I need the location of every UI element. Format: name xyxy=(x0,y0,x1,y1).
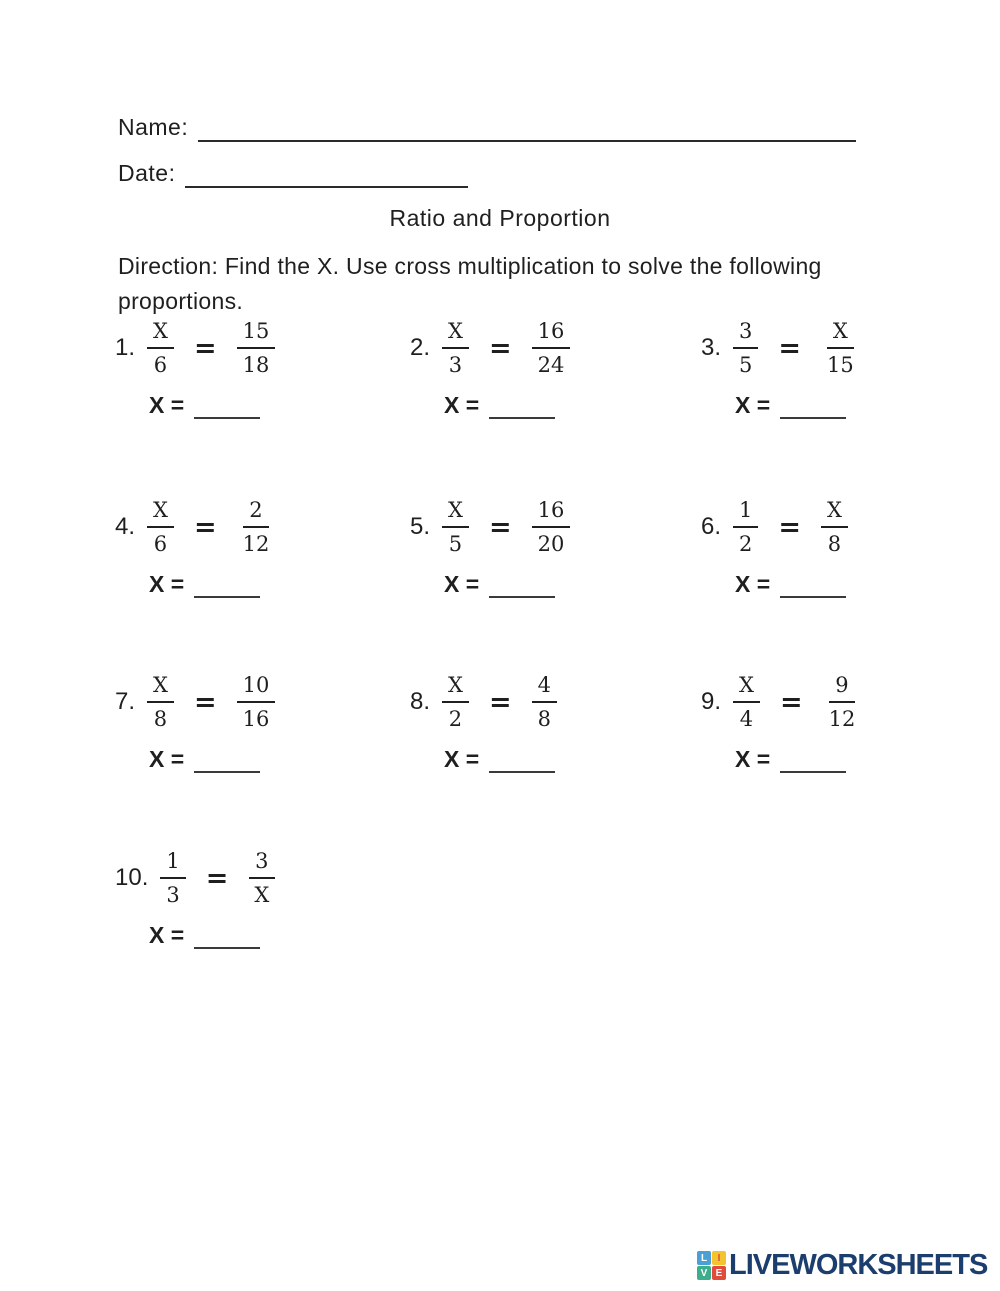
equals-sign: = xyxy=(193,686,217,718)
denominator: 8 xyxy=(537,707,551,732)
numerator: 15 xyxy=(237,318,276,349)
answer-blank[interactable] xyxy=(194,931,260,949)
problem-number: 8. xyxy=(410,688,431,716)
right-fraction xyxy=(823,672,862,733)
right-fraction xyxy=(237,497,276,558)
left-fraction xyxy=(147,318,174,379)
right-fraction xyxy=(532,497,571,558)
left-fraction xyxy=(442,672,469,733)
answer-blank[interactable] xyxy=(194,755,260,773)
answer-label: X = xyxy=(735,570,771,597)
numerator: X xyxy=(147,318,174,349)
answer-row xyxy=(735,746,861,773)
numerator: 3 xyxy=(249,848,274,879)
equation xyxy=(701,672,861,733)
numerator: X xyxy=(442,672,469,703)
problem-number: 9. xyxy=(701,688,722,716)
left-fraction xyxy=(442,497,469,558)
right-fraction xyxy=(821,497,848,558)
equals-sign: = xyxy=(488,511,512,543)
numerator: X xyxy=(147,672,174,703)
equation xyxy=(410,672,557,733)
right-fraction xyxy=(821,318,860,379)
problem-2 xyxy=(410,318,570,419)
numerator: X xyxy=(821,497,848,528)
problem-number: 3. xyxy=(701,334,722,362)
answer-label: X = xyxy=(444,391,480,418)
problem-number: 2. xyxy=(410,334,431,362)
numerator: 3 xyxy=(733,318,758,349)
problem-3 xyxy=(701,318,860,419)
numerator: 16 xyxy=(532,318,571,349)
date-blank-line[interactable] xyxy=(185,164,468,188)
problem-number: 4. xyxy=(115,513,136,541)
problem-7 xyxy=(115,672,275,773)
equation xyxy=(115,318,275,379)
equation xyxy=(115,848,275,909)
answer-row xyxy=(149,922,275,949)
denominator: 12 xyxy=(828,707,856,732)
answer-row xyxy=(735,571,848,598)
numerator: X xyxy=(827,318,854,349)
left-fraction xyxy=(442,318,469,379)
problem-number: 10. xyxy=(115,864,149,892)
denominator: 8 xyxy=(153,707,168,732)
liveworksheets-logo-icon xyxy=(697,1251,726,1280)
answer-blank[interactable] xyxy=(194,401,260,419)
equation xyxy=(410,318,570,379)
name-blank-line[interactable] xyxy=(198,118,856,142)
denominator: 12 xyxy=(242,532,270,557)
denominator: 5 xyxy=(739,353,753,378)
left-fraction xyxy=(733,497,758,558)
problem-1 xyxy=(115,318,275,419)
denominator: 18 xyxy=(242,353,270,378)
left-fraction xyxy=(733,672,760,733)
date-label: Date: xyxy=(118,160,176,186)
equation xyxy=(115,497,275,558)
liveworksheets-wordmark: LIVEWORKSHEETS xyxy=(729,1249,988,1281)
answer-label: X = xyxy=(149,570,185,597)
numerator: 1 xyxy=(160,848,185,879)
problem-number: 6. xyxy=(701,513,722,541)
equation xyxy=(115,672,275,733)
right-fraction xyxy=(532,318,571,379)
equals-sign: = xyxy=(193,332,217,364)
problem-9 xyxy=(701,672,861,773)
liveworksheets-logo xyxy=(697,1251,987,1280)
left-fraction xyxy=(147,497,174,558)
equals-sign: = xyxy=(205,862,229,894)
equals-sign: = xyxy=(488,332,512,364)
numerator: 2 xyxy=(243,497,268,528)
answer-row xyxy=(735,392,860,419)
logo-tile-v: V xyxy=(697,1266,711,1280)
numerator: 4 xyxy=(532,672,557,703)
answer-row xyxy=(444,392,570,419)
numerator: X xyxy=(442,318,469,349)
denominator: 6 xyxy=(153,532,168,557)
numerator: 16 xyxy=(532,497,571,528)
answer-blank[interactable] xyxy=(780,401,846,419)
numerator: 1 xyxy=(733,497,758,528)
problem-6 xyxy=(701,497,848,598)
answer-row xyxy=(444,571,570,598)
denominator: 3 xyxy=(448,353,463,378)
left-fraction xyxy=(733,318,758,379)
answer-label: X = xyxy=(444,570,480,597)
denominator: 20 xyxy=(537,532,565,557)
numerator: 10 xyxy=(237,672,276,703)
denominator: 24 xyxy=(537,353,565,378)
name-label: Name: xyxy=(118,114,189,140)
denominator: 5 xyxy=(448,532,463,557)
right-fraction xyxy=(532,672,557,733)
answer-row xyxy=(149,746,275,773)
denominator: 16 xyxy=(242,707,270,732)
problem-8 xyxy=(410,672,557,773)
answer-blank[interactable] xyxy=(780,580,846,598)
answer-label: X = xyxy=(149,921,185,948)
numerator: 9 xyxy=(829,672,854,703)
problem-4 xyxy=(115,497,275,598)
problem-number: 5. xyxy=(410,513,431,541)
logo-tile-i: I xyxy=(712,1251,726,1265)
denominator: 3 xyxy=(166,883,180,908)
denominator: X xyxy=(254,883,270,908)
denominator: 15 xyxy=(827,353,854,378)
right-fraction xyxy=(248,848,275,909)
denominator: 8 xyxy=(827,532,842,557)
answer-blank[interactable] xyxy=(489,755,555,773)
numerator: X xyxy=(442,497,469,528)
answer-label: X = xyxy=(735,745,771,772)
equals-sign: = xyxy=(193,511,217,543)
name-field-row xyxy=(118,114,856,142)
right-fraction xyxy=(237,318,276,379)
worksheet-title: Ratio and Proportion xyxy=(389,205,611,231)
denominator: 2 xyxy=(448,707,463,732)
denominator: 6 xyxy=(153,353,168,378)
problem-number: 1. xyxy=(115,334,136,362)
problem-number: 7. xyxy=(115,688,136,716)
equals-sign: = xyxy=(779,686,803,718)
logo-tile-e: E xyxy=(712,1266,726,1280)
equals-sign: = xyxy=(778,511,802,543)
equation xyxy=(410,497,570,558)
direction-text: Direction: Find the X. Use cross multiplication to solve the following proportions. xyxy=(118,253,822,314)
problem-5 xyxy=(410,497,570,598)
date-field-row xyxy=(118,160,468,188)
logo-tile-l: L xyxy=(697,1251,711,1265)
answer-label: X = xyxy=(149,391,185,418)
answer-blank[interactable] xyxy=(780,755,846,773)
problem-10 xyxy=(115,848,275,949)
answer-blank[interactable] xyxy=(194,580,260,598)
equation xyxy=(701,318,860,379)
denominator: 4 xyxy=(739,707,754,732)
equation xyxy=(701,497,848,558)
answer-label: X = xyxy=(149,745,185,772)
numerator: X xyxy=(147,497,174,528)
answer-row xyxy=(149,392,275,419)
answer-blank[interactable] xyxy=(489,401,555,419)
numerator: X xyxy=(733,672,760,703)
left-fraction xyxy=(160,848,185,909)
right-fraction xyxy=(237,672,276,733)
answer-row xyxy=(444,746,557,773)
answer-label: X = xyxy=(735,391,771,418)
answer-row xyxy=(149,571,275,598)
equals-sign: = xyxy=(488,686,512,718)
answer-label: X = xyxy=(444,745,480,772)
equals-sign: = xyxy=(778,332,802,364)
denominator: 2 xyxy=(739,532,753,557)
left-fraction xyxy=(147,672,174,733)
answer-blank[interactable] xyxy=(489,580,555,598)
